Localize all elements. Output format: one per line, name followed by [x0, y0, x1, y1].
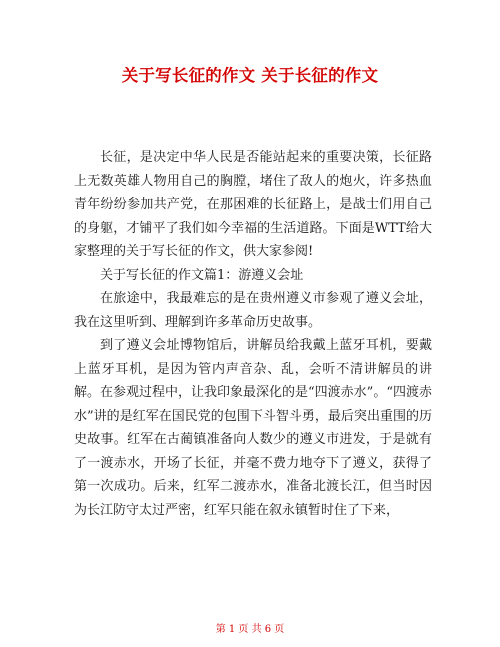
document-body [74, 146, 432, 522]
document-title: 关于写长征的作文 关于长征的作文 [121, 66, 379, 85]
essay-heading: 关于写长征的作文篇1：游遵义会址 [100, 267, 304, 283]
body-paragraph: 到了遵义会址博物馆后，讲解员给我戴上蓝牙耳机，要戴上蓝牙耳机，是因为管内声音杂、乱，会听不清讲解员的讲解。在参观过程中，让我印象最深化的是“四渡赤水”。“四渡赤水”讲的是红军在国民党的包围下斗智斗勇，最后突出重围的历史故事。红军在古蔺镇准备向人数少的遵义市进发，于是就有了一渡赤水，开场了长征，并毫不费力地夺下了遵义，获得了第一次成功。后来，红军二渡赤水，准备北渡长江，但当时因为长江防守太过严密，红军只能在叙永镇暂时住了下来， [74, 338, 432, 518]
intro-paragraph: 长征，是决定中华人民是否能站起来的重要决策，长征路上无数英雄人物用自己的胸膛，堵住了敌人的炮火，许多热血青年纷纷参加共产党，在那困难的长征路上，是战士们用自己的身躯，才铺平了我们如今幸福的生活道路。下面是WTT给大家整理的关于写长征的作文，供大家参阅! [74, 150, 432, 259]
page-number-footer: 第 1 页 共 6 页 [215, 624, 285, 635]
body-paragraph: 在旅途中，我最难忘的是在贵州遵义市参观了遵义会址，我在这里听到、理解到许多革命历史故事。 [74, 291, 432, 330]
